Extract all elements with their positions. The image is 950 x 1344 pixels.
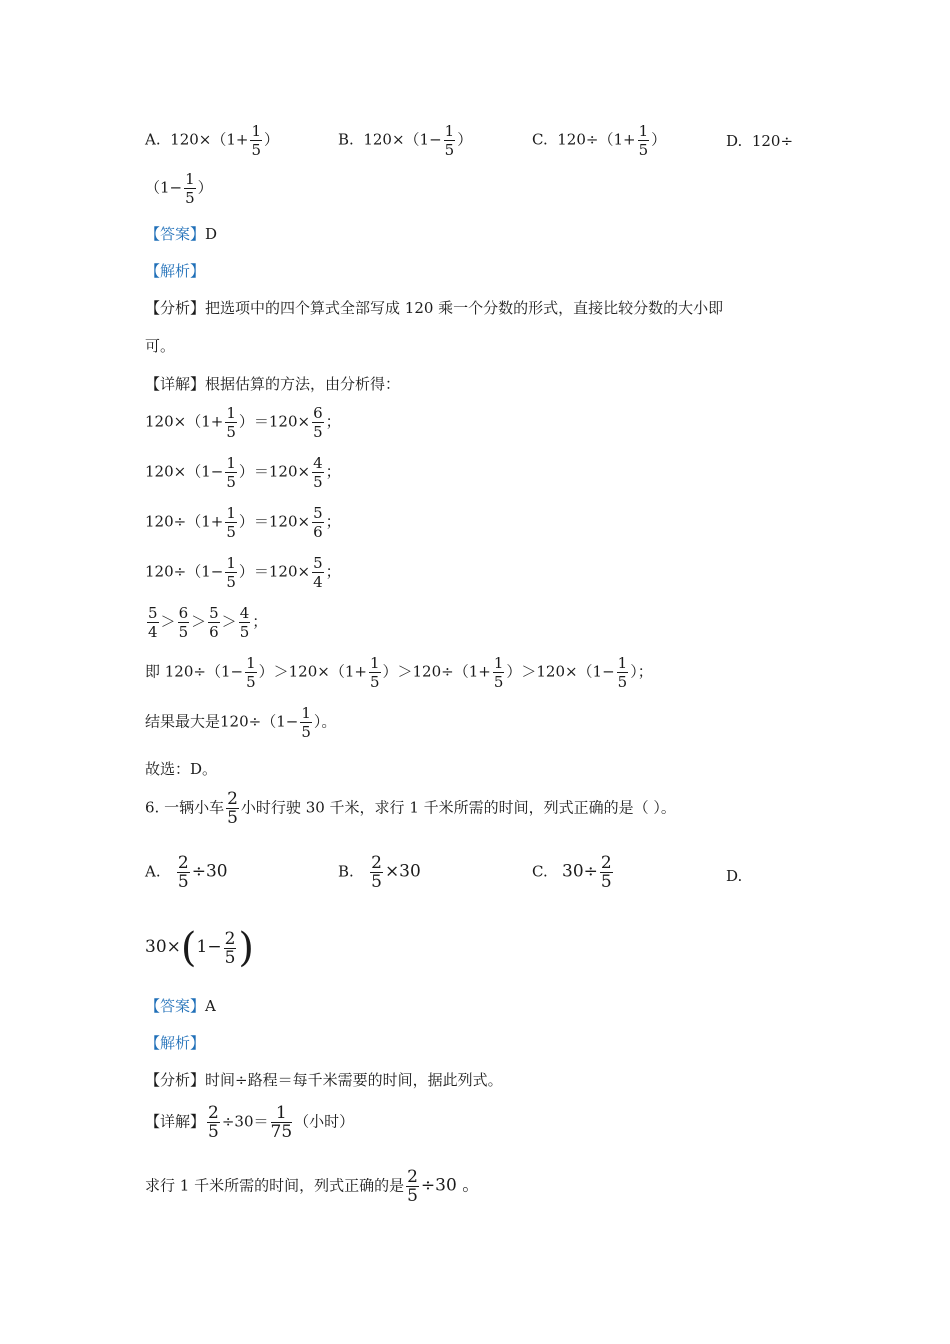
q5-option-d-cont bbox=[145, 170, 213, 207]
eq-text: ； bbox=[325, 412, 341, 431]
option-label: A. bbox=[145, 862, 161, 881]
option-text: ×30 bbox=[384, 861, 421, 882]
q6-option-c bbox=[532, 854, 615, 891]
eq-text: ）＝120× bbox=[238, 562, 311, 581]
eq-text: ）＞120×（1+ bbox=[258, 662, 367, 681]
fraction: $\frac{5}{4}$ bbox=[148, 604, 158, 641]
option-text: 1− bbox=[196, 937, 222, 957]
q6-option-d-label bbox=[726, 866, 742, 886]
eq-text: ； bbox=[325, 462, 341, 481]
eq-text: 120÷（1+ bbox=[145, 512, 224, 531]
fraction: $\frac{2}{5}$ bbox=[224, 928, 236, 968]
option-text: （1− bbox=[145, 178, 183, 197]
option-text-end: ） bbox=[197, 178, 213, 197]
left-paren: ( bbox=[180, 925, 197, 971]
eq-text: （小时） bbox=[294, 1112, 355, 1131]
xiangjie-text: 根据估算的方法，由分析得： bbox=[205, 375, 401, 393]
eq-text: ）＝120× bbox=[238, 462, 311, 481]
eq-text: 结果最大是120÷（1− bbox=[145, 712, 299, 731]
fenxi-tag: 【分析】 bbox=[145, 299, 206, 317]
fraction: $\frac{2}{5}$ bbox=[371, 853, 382, 892]
fraction: $\frac{1}{5}$ bbox=[185, 170, 195, 207]
fraction: $\frac{1}{75}$ bbox=[270, 1103, 293, 1142]
q6-option-d-expr bbox=[145, 926, 254, 970]
gt-sign: ＞ bbox=[221, 612, 237, 631]
q5-eq1 bbox=[145, 404, 341, 441]
fraction: $\frac{2}{5}$ bbox=[227, 789, 238, 828]
eq-text: 120÷（1− bbox=[145, 562, 224, 581]
eq-text: ÷30＝ bbox=[221, 1112, 269, 1131]
q6-answer bbox=[145, 996, 216, 1016]
fraction: $\frac{1}{5}$ bbox=[246, 654, 256, 691]
option-text: 120×（1+ bbox=[170, 130, 249, 149]
eq-text: ）＝120× bbox=[238, 412, 311, 431]
fraction: $\frac{5}{6}$ bbox=[209, 604, 219, 641]
fraction: $\frac{1}{5}$ bbox=[226, 504, 236, 541]
answer-tag: 【答案】 bbox=[145, 997, 206, 1015]
q6-option-a bbox=[145, 854, 228, 891]
q5-option-d bbox=[726, 131, 793, 151]
option-text: ÷30 bbox=[191, 861, 228, 882]
jiexi-tag: 【解析】 bbox=[145, 1034, 206, 1052]
conclusion-text: ÷30 。 bbox=[420, 1175, 480, 1196]
option-label: D. bbox=[726, 867, 743, 885]
option-text: 120÷ bbox=[751, 132, 794, 150]
option-label: B. bbox=[338, 130, 354, 149]
fraction: $\frac{1}{5}$ bbox=[226, 404, 236, 441]
eq-text: ； bbox=[325, 562, 341, 581]
q5-fenxi-cont bbox=[145, 336, 175, 356]
option-text: 30÷ bbox=[562, 861, 598, 882]
eq-text: ）； bbox=[630, 662, 653, 681]
fraction: $\frac{1}{5}$ bbox=[369, 654, 380, 691]
fraction: $\frac{5}{4}$ bbox=[313, 554, 323, 591]
q5-compare bbox=[145, 604, 267, 641]
gt-sign: ＞ bbox=[191, 612, 207, 631]
q6-fenxi bbox=[145, 1070, 503, 1090]
conclusion-text: 求行 1 千米所需的时间，列式正确的是 bbox=[145, 1176, 405, 1195]
fraction: $\frac{1}{5}$ bbox=[444, 122, 455, 159]
fraction: $\frac{2}{5}$ bbox=[407, 1167, 418, 1206]
eq-text: 即 120÷（1− bbox=[145, 662, 244, 681]
fraction: $\frac{4}{5}$ bbox=[313, 454, 323, 491]
eq-text: ； bbox=[252, 612, 268, 631]
q5-option-c bbox=[532, 122, 666, 159]
option-text-end: ） bbox=[457, 130, 473, 149]
q6-option-b bbox=[338, 854, 421, 891]
answer-tag: 【答案】 bbox=[145, 225, 206, 243]
option-label: A. bbox=[145, 130, 161, 149]
q5-fenxi bbox=[145, 298, 723, 318]
option-label: D. bbox=[726, 132, 743, 150]
fenxi-text: 把选项中的四个算式全部写成 120 乘一个分数的形式，直接比较分数的大小即 bbox=[205, 299, 724, 317]
q6-jiexi bbox=[145, 1033, 205, 1053]
option-text: 120×（1− bbox=[363, 130, 442, 149]
fraction: $\frac{1}{5}$ bbox=[493, 654, 504, 691]
fraction: $\frac{6}{5}$ bbox=[313, 404, 323, 441]
fraction: $\frac{1}{5}$ bbox=[251, 122, 262, 159]
fraction: $\frac{1}{5}$ bbox=[226, 554, 236, 591]
eq-text: ）＞120÷（1+ bbox=[382, 662, 491, 681]
fraction: $\frac{1}{5}$ bbox=[301, 704, 311, 741]
fraction: $\frac{1}{5}$ bbox=[617, 654, 628, 691]
conclusion-text: 故选：D。 bbox=[145, 760, 218, 778]
eq-text: ）。 bbox=[313, 712, 337, 731]
option-text-end: ） bbox=[264, 130, 280, 149]
eq-text: ）＝120× bbox=[238, 512, 311, 531]
question-text: 6. 一辆小车 bbox=[145, 798, 225, 817]
question-text: 小时行驶 30 千米，求行 1 千米所需的时间，列式正确的是（ ）。 bbox=[240, 798, 676, 817]
option-text: 30× bbox=[145, 937, 181, 957]
q5-eq3 bbox=[145, 504, 341, 541]
fraction: $\frac{4}{5}$ bbox=[239, 604, 250, 641]
fraction: $\frac{1}{5}$ bbox=[638, 122, 649, 159]
eq-text: ； bbox=[325, 512, 341, 531]
fraction: $\frac{5}{6}$ bbox=[313, 504, 323, 541]
option-label: C. bbox=[532, 862, 548, 881]
jiexi-tag: 【解析】 bbox=[145, 262, 206, 280]
q5-eq4 bbox=[145, 554, 341, 591]
answer-value: A bbox=[205, 997, 216, 1015]
xiangjie-tag: 【详解】 bbox=[145, 375, 206, 393]
q5-answer bbox=[145, 224, 217, 244]
option-label: C. bbox=[532, 130, 548, 149]
q6-xiangjie bbox=[145, 1104, 354, 1141]
q5-ji bbox=[145, 654, 653, 691]
q5-result bbox=[145, 704, 336, 741]
fraction: $\frac{2}{5}$ bbox=[208, 1103, 219, 1142]
q6-final bbox=[145, 1168, 479, 1205]
eq-text: 120×（1− bbox=[145, 462, 224, 481]
eq-text: 120×（1+ bbox=[145, 412, 224, 431]
answer-value: D bbox=[205, 225, 218, 243]
fraction: $\frac{2}{5}$ bbox=[177, 853, 189, 892]
q5-option-b bbox=[338, 122, 472, 159]
fenxi-text: 时间÷路程＝每千米需要的时间，据此列式。 bbox=[205, 1071, 503, 1089]
option-text-end: ） bbox=[651, 130, 667, 149]
fraction: $\frac{2}{5}$ bbox=[600, 853, 612, 892]
fenxi-tag: 【分析】 bbox=[145, 1071, 206, 1089]
eq-text: ）＞120×（1− bbox=[506, 662, 615, 681]
q5-xiangjie bbox=[145, 374, 400, 394]
gt-sign: ＞ bbox=[160, 612, 176, 631]
q5-eq2 bbox=[145, 454, 341, 491]
option-text: 120÷（1+ bbox=[557, 130, 636, 149]
fenxi-text: 可。 bbox=[145, 337, 176, 355]
option-label: B. bbox=[338, 862, 354, 881]
q5-option-a bbox=[145, 122, 279, 159]
xiangjie-tag: 【详解】 bbox=[145, 1112, 206, 1131]
fraction: $\frac{6}{5}$ bbox=[178, 604, 189, 641]
q6-stem bbox=[145, 790, 676, 827]
right-paren: ) bbox=[238, 925, 254, 971]
q5-jiexi bbox=[145, 261, 205, 281]
fraction: $\frac{1}{5}$ bbox=[226, 454, 236, 491]
q5-guxuan bbox=[145, 759, 217, 779]
